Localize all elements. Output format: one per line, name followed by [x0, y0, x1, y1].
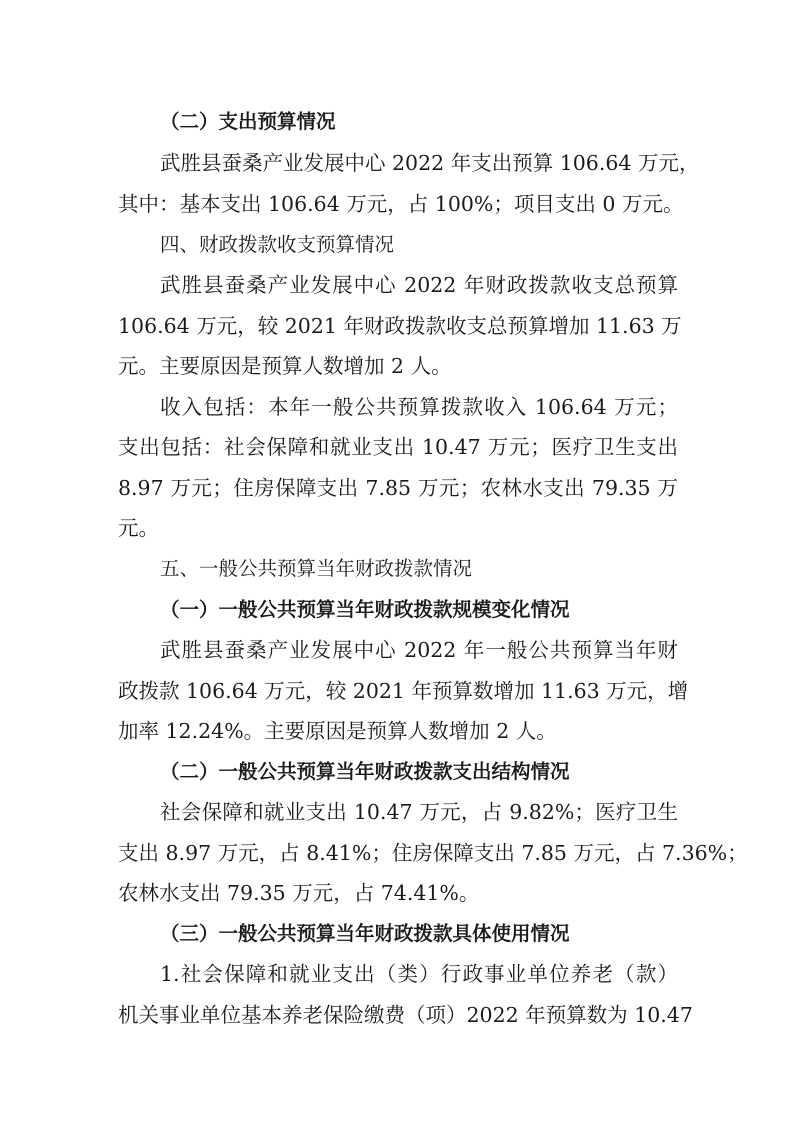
- paragraph-line: 机关事业单位基本养老保险缴费（项）2022 年预算数为 10.47: [118, 1003, 693, 1027]
- paragraph-line: 加率 12.24%。主要原因是预算人数增加 2 人。: [118, 719, 557, 743]
- paragraph-line: 农林水支出 79.35 万元，占 74.41%。: [118, 881, 480, 905]
- heading-section-four: 四、财政拨款收支预算情况: [160, 233, 395, 256]
- heading-expenditure-budget: （二）支出预算情况: [160, 110, 336, 133]
- paragraph-line: 社会保障和就业支出 10.47 万元，占 9.82%；医疗卫生: [160, 800, 678, 824]
- paragraph-line: 元。: [118, 516, 159, 540]
- paragraph-line: 1.社会保障和就业支出（类）行政事业单位养老（款）: [160, 962, 678, 986]
- heading-structure: （二）一般公共预算当年财政拨款支出结构情况: [160, 760, 570, 783]
- paragraph-line: 武胜县蚕桑产业发展中心 2022 年支出预算 106.64 万元，: [160, 151, 700, 175]
- paragraph-line: 收入包括：本年一般公共预算拨款收入 106.64 万元；: [160, 395, 678, 419]
- heading-scale-change: （一）一般公共预算当年财政拨款规模变化情况: [160, 598, 570, 621]
- paragraph-line: 政拨款 106.64 万元，较 2021 年预算数增加 11.63 万元，增: [118, 679, 689, 703]
- paragraph-line: 106.64 万元，较 2021 年财政拨款收支总预算增加 11.63 万: [118, 314, 682, 338]
- paragraph-line: 元。主要原因是预算人数增加 2 人。: [118, 354, 452, 378]
- heading-section-five: 五、一般公共预算当年财政拨款情况: [160, 557, 473, 580]
- paragraph-line: 其中：基本支出 106.64 万元，占 100%；项目支出 0 万元。: [118, 192, 684, 216]
- paragraph-line: 武胜县蚕桑产业发展中心 2022 年财政拨款收支总预算: [160, 273, 678, 297]
- paragraph-line: 武胜县蚕桑产业发展中心 2022 年一般公共预算当年财: [160, 638, 678, 662]
- paragraph-line: 支出包括：社会保障和就业支出 10.47 万元；医疗卫生支出: [118, 435, 678, 459]
- paragraph-line: 8.97 万元；住房保障支出 7.85 万元；农林水支出 79.35 万: [118, 476, 678, 500]
- paragraph-line: 支出 8.97 万元，占 8.41%；住房保障支出 7.85 万元，占 7.36%；: [118, 841, 748, 865]
- heading-specific-use: （三）一般公共预算当年财政拨款具体使用情况: [160, 922, 570, 945]
